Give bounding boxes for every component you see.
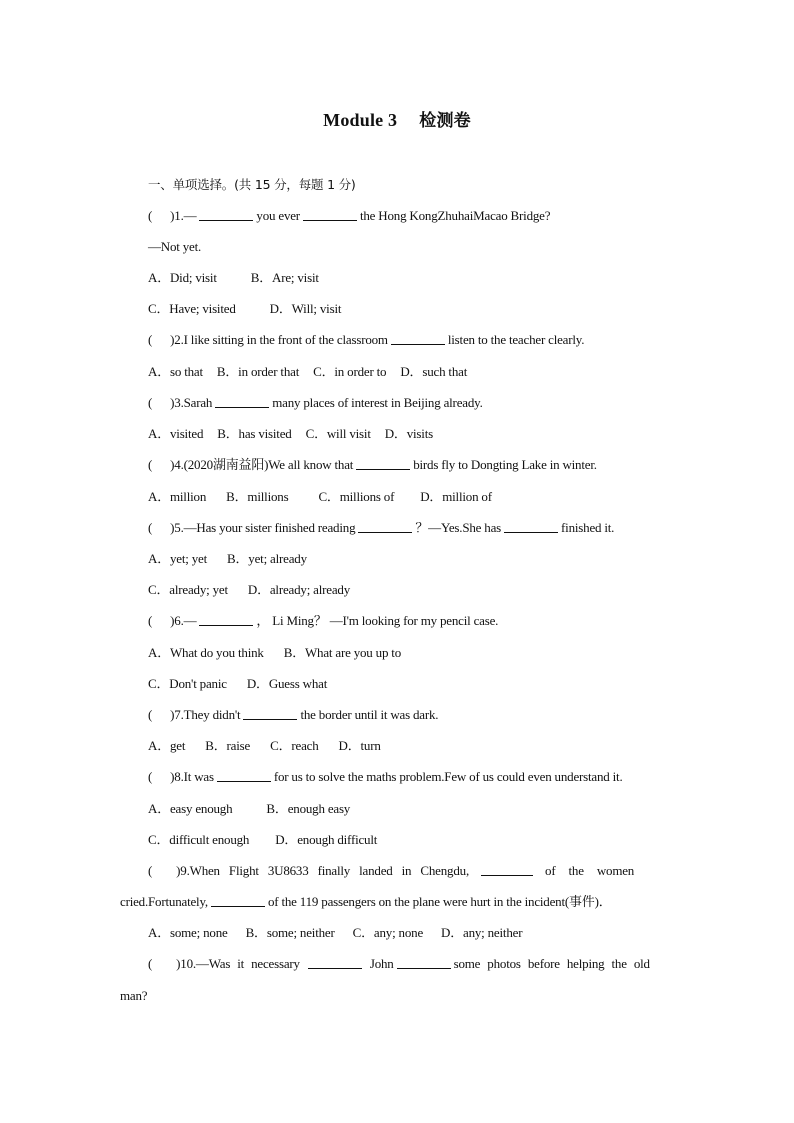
page-title <box>0 106 794 131</box>
question-6-options-c <box>148 676 341 692</box>
answer-blank[interactable] <box>303 208 357 221</box>
option-c[interactable]: C．Have; visited <box>148 301 236 316</box>
answer-blank[interactable] <box>199 613 253 626</box>
answer-blank[interactable] <box>504 520 558 533</box>
question-1-options-c <box>148 301 355 317</box>
question-6: ( )6.— ， Li Ming？ —I'm looking for my pencil case. <box>148 613 499 628</box>
answer-blank[interactable] <box>215 395 269 408</box>
question-9-options <box>148 925 536 941</box>
question-4-options <box>148 489 506 505</box>
question-5-options-a <box>148 551 321 567</box>
option-a[interactable]: A．million <box>148 489 207 504</box>
question-9: ( )9.When Flight 3U8633 finally landed in Chengdu, of the women <box>148 863 635 878</box>
option-a[interactable]: A．Did; visit <box>148 270 217 285</box>
option-d[interactable]: D．any; neither <box>441 925 523 940</box>
option-c[interactable]: C．Don't panic <box>148 676 227 691</box>
option-d[interactable]: D．Guess what <box>246 676 328 691</box>
option-d[interactable]: D．enough difficult <box>275 832 378 847</box>
option-c[interactable]: C．will visit <box>305 426 371 441</box>
question-8-options-a <box>148 801 364 817</box>
option-a[interactable]: A．yet; yet <box>148 551 208 566</box>
option-d[interactable]: D．visits <box>384 426 433 441</box>
question-10-line-2: man? <box>120 988 148 1003</box>
option-c[interactable]: C．millions of <box>318 489 395 504</box>
question-6-options-a <box>148 645 415 661</box>
answer-blank[interactable] <box>217 769 271 782</box>
option-a[interactable]: A．visited <box>148 426 204 441</box>
answer-blank[interactable] <box>308 956 362 969</box>
question-8-options-c <box>148 832 391 848</box>
option-b[interactable]: B．millions <box>226 489 289 504</box>
question-1: ( )1.— you ever the Hong KongZhuhaiMacao Bridge? <box>148 208 551 223</box>
question-8: ( )8.It was for us to solve the maths problem.Few of us could even understand it. <box>148 769 623 784</box>
option-b[interactable]: B．in order that <box>216 364 300 379</box>
option-d[interactable]: D．turn <box>338 738 381 753</box>
option-c[interactable]: C．difficult enough <box>148 832 250 847</box>
option-d[interactable]: D．such that <box>400 364 468 379</box>
question-5-options-c <box>148 582 364 598</box>
test-label: 检测卷 <box>419 111 471 131</box>
option-c[interactable]: C．already; yet <box>148 582 228 597</box>
question-3-options <box>148 426 447 442</box>
option-a[interactable]: A．What do you think <box>148 645 264 660</box>
option-b[interactable]: B．What are you up to <box>283 645 402 660</box>
answer-blank[interactable] <box>481 863 533 876</box>
option-b[interactable]: B．has visited <box>217 426 292 441</box>
question-1-reply: —Not yet. <box>148 239 202 254</box>
option-b[interactable]: B．some; neither <box>245 925 335 940</box>
option-d[interactable]: D．already; already <box>247 582 351 597</box>
question-10: ( )10.—Was it necessary John some photos before helping the old <box>148 956 650 971</box>
option-b[interactable]: B．Are; visit <box>250 270 319 285</box>
option-a[interactable]: A．get <box>148 738 186 753</box>
option-c[interactable]: C．any; none <box>352 925 424 940</box>
option-d[interactable]: D．Will; visit <box>269 301 342 316</box>
question-3: ( )3.Sarah many places of interest in Beijing already. <box>148 395 483 410</box>
option-c[interactable]: C．reach <box>270 738 319 753</box>
section-heading: 一、单项选择。(共 15 分，每题 1 分) <box>148 177 356 192</box>
question-7: ( )7.They didn't the border until it was dark. <box>148 707 439 722</box>
question-4: ( )4.(2020湖南益阳)We all know that birds fly to Dongting Lake in winter. <box>148 457 597 472</box>
answer-blank[interactable] <box>397 956 451 969</box>
question-2-options <box>148 364 481 380</box>
answer-blank[interactable] <box>199 208 253 221</box>
option-d[interactable]: D．million of <box>420 489 492 504</box>
option-a[interactable]: A．easy enough <box>148 801 233 816</box>
option-b[interactable]: B．yet; already <box>227 551 307 566</box>
answer-blank[interactable] <box>211 894 265 907</box>
answer-blank[interactable] <box>356 457 410 470</box>
answer-blank[interactable] <box>243 707 297 720</box>
question-2: ( )2.I like sitting in the front of the classroom listen to the teacher clearly. <box>148 332 585 347</box>
answer-blank[interactable] <box>358 520 412 533</box>
question-9-line-2: cried.Fortunately, of the 119 passengers on the plane were hurt in the incident(事件)． <box>120 894 612 909</box>
option-b[interactable]: B．enough easy <box>266 801 351 816</box>
option-a[interactable]: A．some; none <box>148 925 228 940</box>
answer-blank[interactable] <box>391 332 445 345</box>
option-c[interactable]: C．in order to <box>313 364 387 379</box>
question-1-options-a <box>148 270 333 286</box>
option-a[interactable]: A．so that <box>148 364 203 379</box>
question-5: ( )5.—Has your sister finished reading ？—Yes.She has finished it. <box>148 520 615 535</box>
option-b[interactable]: B．raise <box>205 738 251 753</box>
question-7-options <box>148 738 395 754</box>
module-label: Module 3 <box>323 110 398 130</box>
